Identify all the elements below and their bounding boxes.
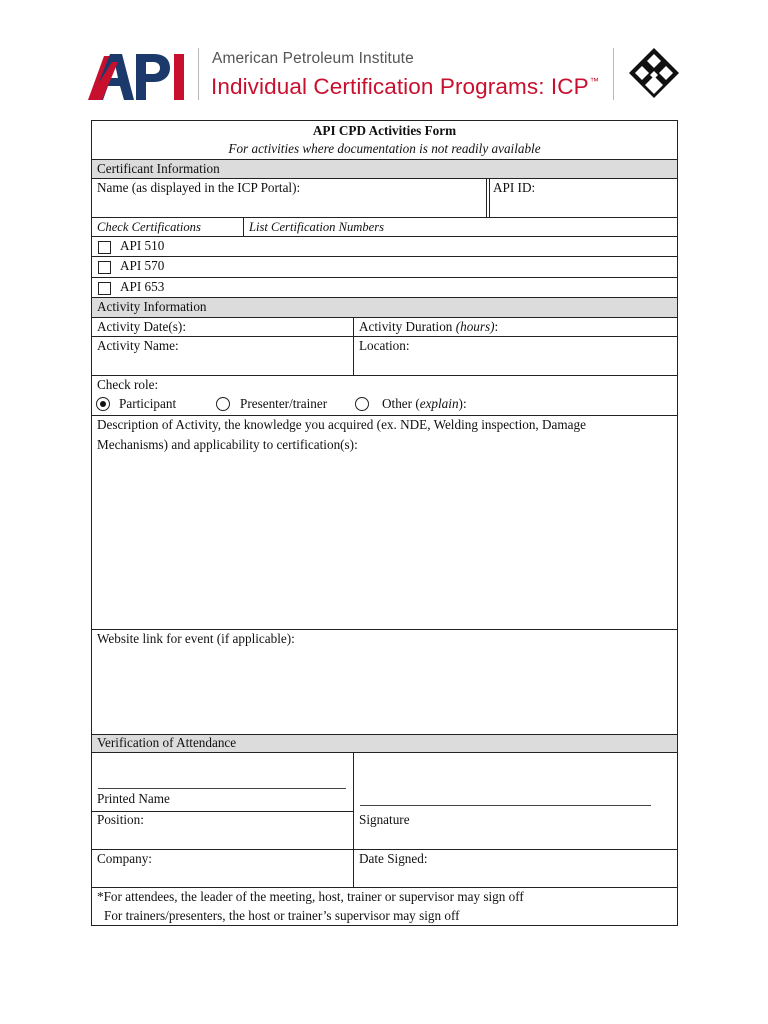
company-label: Company: bbox=[97, 851, 152, 866]
header-divider bbox=[198, 48, 199, 100]
api-510-checkbox[interactable] bbox=[98, 241, 111, 254]
description-label-line1: Description of Activity, the knowledge you acquired (ex. NDE, Welding inspection, Damage bbox=[97, 417, 586, 432]
date-signed-label: Date Signed: bbox=[359, 851, 428, 866]
description-row bbox=[92, 416, 677, 630]
footnote-line1: *For attendees, the leader of the meeting, host, trainer or supervisor may sign off bbox=[97, 889, 524, 904]
list-cert-numbers-label: List Certification Numbers bbox=[249, 220, 385, 234]
api-510-label: API 510 bbox=[120, 238, 165, 253]
api-logo bbox=[88, 48, 188, 102]
section-title: Verification of Attendance bbox=[97, 735, 237, 750]
activity-name-label: Activity Name: bbox=[97, 338, 179, 353]
website-label: Website link for event (if applicable): bbox=[97, 631, 295, 646]
activity-duration-label: Activity Duration (hours): bbox=[359, 319, 499, 334]
website-input-area[interactable] bbox=[92, 652, 677, 734]
form-title: API CPD Activities Form bbox=[312, 123, 457, 138]
activity-name-row bbox=[92, 337, 677, 376]
participant-label: Participant bbox=[119, 396, 177, 411]
section-title: Activity Information bbox=[97, 299, 207, 314]
other-radio[interactable] bbox=[355, 397, 369, 411]
position-row bbox=[92, 811, 677, 850]
printed-name-label: Printed Name bbox=[97, 791, 170, 806]
role-row bbox=[92, 376, 677, 416]
description-input-area[interactable] bbox=[92, 460, 677, 628]
header-divider-right bbox=[613, 48, 614, 100]
certificant-section-header bbox=[92, 160, 677, 179]
activity-dates-row bbox=[92, 318, 677, 337]
website-row bbox=[92, 630, 677, 735]
column-divider bbox=[353, 318, 354, 336]
presenter-radio[interactable] bbox=[216, 397, 230, 411]
program-name: Individual Certification Programs: ICP™ bbox=[211, 74, 599, 99]
api-653-label: API 653 bbox=[120, 279, 165, 294]
page-header bbox=[0, 0, 768, 120]
company-row bbox=[92, 850, 677, 888]
position-label: Position: bbox=[97, 812, 144, 827]
signature-line[interactable] bbox=[360, 805, 651, 806]
printed-name-row bbox=[92, 753, 677, 811]
verification-section-header bbox=[92, 735, 677, 753]
printed-name-line[interactable] bbox=[98, 788, 346, 789]
activity-section-header bbox=[92, 298, 677, 318]
presenter-label: Presenter/trainer bbox=[240, 396, 328, 411]
cert-row-api-653 bbox=[92, 278, 677, 298]
certifications-header-row bbox=[92, 218, 677, 237]
signature-label: Signature bbox=[359, 812, 410, 827]
api-570-label: API 570 bbox=[120, 258, 165, 273]
other-label: Other (explain): bbox=[382, 396, 467, 411]
footnote-row bbox=[92, 888, 677, 926]
api-id-label: API ID: bbox=[493, 180, 536, 195]
activity-dates-label: Activity Date(s): bbox=[97, 319, 186, 334]
column-divider bbox=[353, 850, 354, 887]
name-row bbox=[92, 179, 677, 218]
name-label: Name (as displayed in the ICP Portal): bbox=[97, 180, 301, 195]
cert-row-api-510 bbox=[92, 237, 677, 257]
cpd-activities-form bbox=[91, 120, 678, 926]
api-653-checkbox[interactable] bbox=[98, 282, 111, 295]
section-title: Certificant Information bbox=[97, 161, 220, 176]
participant-radio[interactable] bbox=[96, 397, 110, 411]
api-570-checkbox[interactable] bbox=[98, 261, 111, 274]
printed-name-bottom-border bbox=[92, 811, 354, 812]
column-divider bbox=[486, 179, 487, 217]
cert-row-api-570 bbox=[92, 257, 677, 278]
check-role-label: Check role: bbox=[97, 377, 159, 392]
icp-diamond-logo bbox=[627, 46, 681, 100]
check-certifications-label: Check Certifications bbox=[97, 220, 201, 234]
location-label: Location: bbox=[359, 338, 410, 353]
description-label-line2: Mechanisms) and applicability to certification(s): bbox=[97, 437, 358, 452]
column-divider bbox=[243, 218, 244, 236]
column-divider bbox=[353, 337, 354, 375]
organization-name: American Petroleum Institute bbox=[212, 50, 414, 67]
form-title-block bbox=[92, 121, 677, 160]
footnote-line2: For trainers/presenters, the host or trainer’s supervisor may sign off bbox=[104, 908, 460, 923]
form-subtitle: For activities where documentation is not readily available bbox=[228, 141, 541, 156]
column-divider bbox=[489, 179, 490, 217]
